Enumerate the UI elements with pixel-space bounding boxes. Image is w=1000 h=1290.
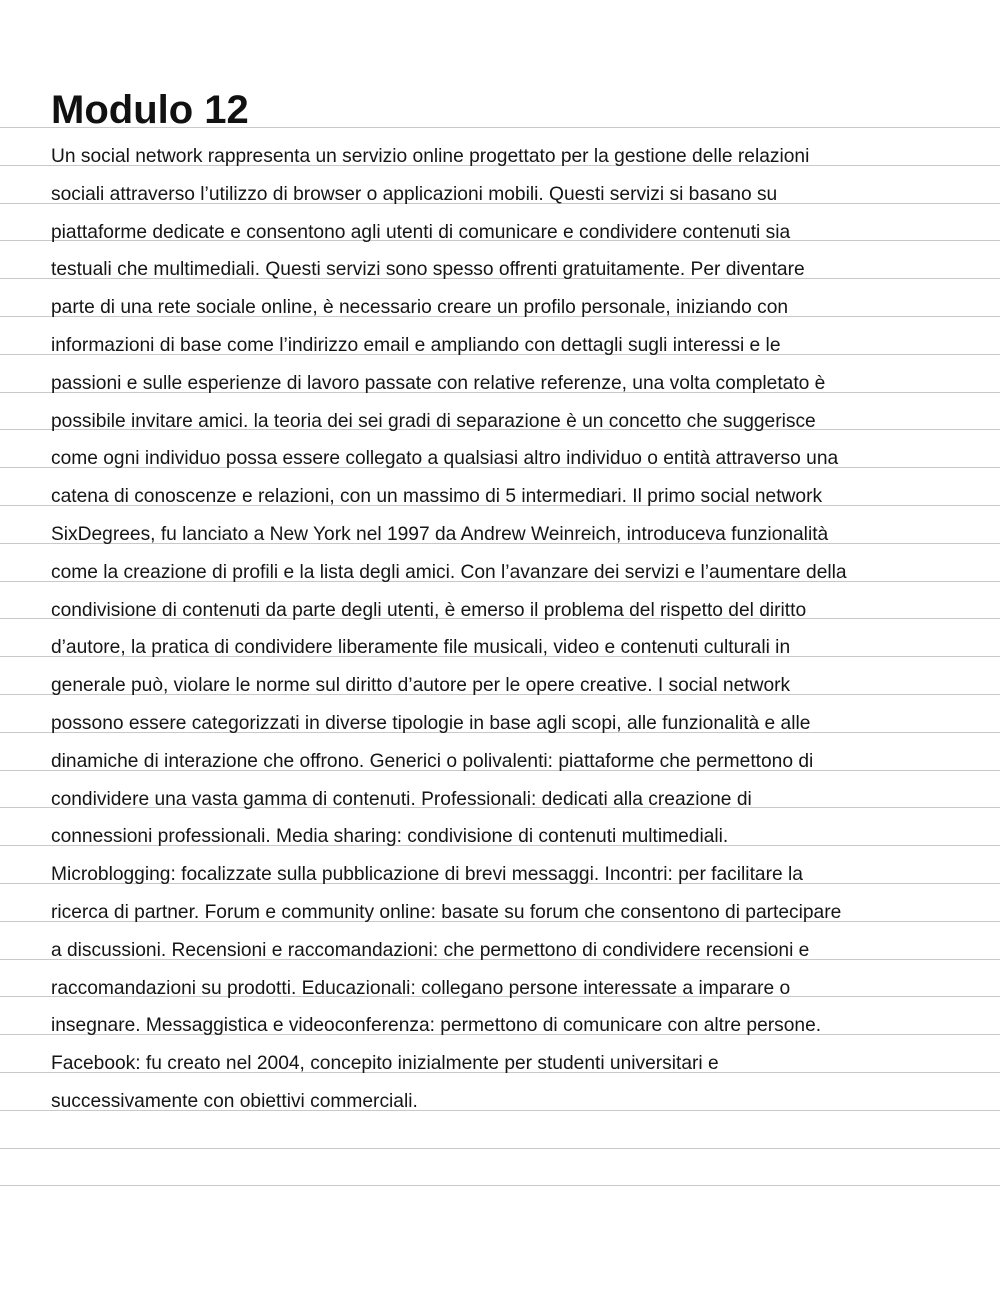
text-line: a discussioni. Recensioni e raccomandazioni: che permettono di condividere recensioni e xyxy=(51,939,810,961)
text-line: testuali che multimediali. Questi servizi sono spesso offrenti gratuitamente. Per diventare xyxy=(51,259,805,281)
text-line: d’autore, la pratica di condividere liberamente file musicali, video e contenuti culturali in xyxy=(51,637,791,659)
text-line: possono essere categorizzati in diverse tipologie in base agli scopi, alle funzionalità e alle xyxy=(51,712,811,734)
text-line: dinamiche di interazione che offrono. Generici o polivalenti: piattaforme che permettono di xyxy=(51,750,814,772)
text-line: catena di conoscenze e relazioni, con un massimo di 5 intermediari. Il primo social network xyxy=(51,486,823,508)
text-line: SixDegrees, fu lanciato a New York nel 1997 da Andrew Weinreich, introduceva funzionalità xyxy=(51,523,829,545)
ruled-line xyxy=(0,1185,1000,1186)
text-line: come la creazione di profili e la lista degli amici. Con l’avanzare dei servizi e l’aumentare della xyxy=(51,561,847,583)
text-line: ricerca di partner. Forum e community online: basate su forum che consentono di partecipare xyxy=(51,901,842,923)
text-line: informazioni di base come l’indirizzo email e ampliando con dettagli sugli interessi e le xyxy=(51,334,781,356)
text-line: successivamente con obiettivi commerciali. xyxy=(51,1090,418,1112)
text-line: passioni e sulle esperienze di lavoro passate con relative referenze, una volta completato è xyxy=(51,372,826,394)
text-line: possibile invitare amici. la teoria dei sei gradi di separazione è un concetto che suggerisce xyxy=(51,410,816,432)
text-line: condivisione di contenuti da parte degli utenti, è emerso il problema del rispetto del diritto xyxy=(51,599,807,621)
text-line: Microblogging: focalizzate sulla pubblicazione di brevi messaggi. Incontri: per facilitare la xyxy=(51,864,803,886)
ruled-line xyxy=(0,1148,1000,1149)
text-line: piattaforme dedicate e consentono agli utenti di comunicare e condividere contenuti sia xyxy=(51,221,791,243)
text-line: connessioni professionali. Media sharing: condivisione di contenuti multimediali. xyxy=(51,826,729,848)
text-line: raccomandazioni su prodotti. Educazionali: collegano persone interessate a imparare o xyxy=(51,977,791,999)
text-line: come ogni individuo possa essere collegato a qualsiasi altro individuo o entità attraverso una xyxy=(51,448,839,470)
body-text xyxy=(51,140,986,1123)
text-line: parte di una rete sociale online, è necessario creare un profilo personale, iniziando con xyxy=(51,297,789,319)
page-title: Modulo 12 xyxy=(51,88,249,132)
text-line: Un social network rappresenta un servizio online progettato per la gestione delle relazioni xyxy=(51,146,810,167)
text-line: condividere una vasta gamma di contenuti. Professionali: dedicati alla creazione di xyxy=(51,788,752,810)
text-line: generale può, violare le norme sul diritto d’autore per le opere creative. I social network xyxy=(51,675,791,697)
text-line: insegnare. Messaggistica e videoconferenza: permettono di comunicare con altre persone. xyxy=(51,1015,822,1037)
text-line: sociali attraverso l’utilizzo di browser o applicazioni mobili. Questi servizi si basano su xyxy=(51,183,778,205)
text-line: Facebook: fu creato nel 2004, concepito inizialmente per studenti universitari e xyxy=(51,1053,719,1075)
